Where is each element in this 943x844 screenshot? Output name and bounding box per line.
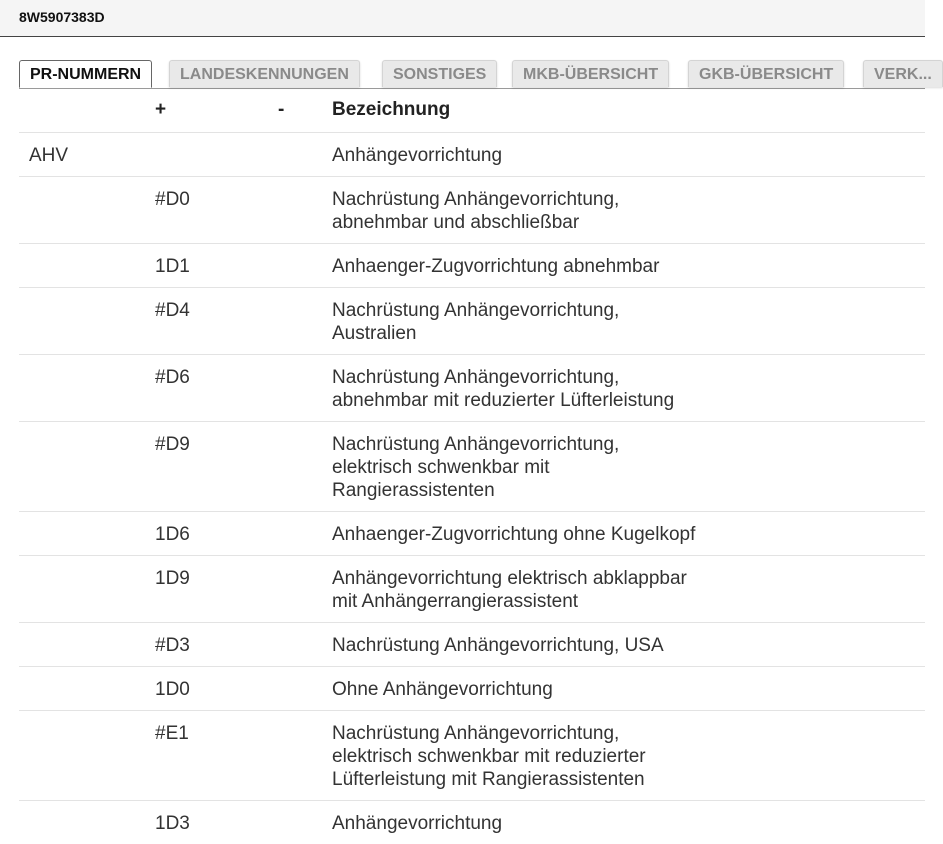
row-code: #D6	[155, 367, 190, 388]
pr-number-table	[19, 132, 925, 844]
row-code: #D0	[155, 189, 190, 210]
column-header-plus: +	[155, 99, 167, 120]
row-code: 1D9	[155, 568, 190, 589]
tab-verk[interactable]: VERK...	[863, 60, 943, 87]
table-row	[19, 354, 925, 421]
table-row	[19, 243, 925, 287]
table-row	[19, 287, 925, 354]
column-header-description: Bezeichnung	[332, 99, 451, 120]
table-row	[19, 622, 925, 666]
row-group: AHV	[29, 145, 69, 166]
table-row	[19, 800, 925, 844]
top-bar	[0, 0, 925, 37]
row-description: Ohne Anhängevorrichtung	[332, 679, 553, 700]
row-code: #D4	[155, 300, 190, 321]
row-description: Nachrüstung Anhängevorrichtung, USA	[332, 635, 664, 656]
row-description: Nachrüstung Anhängevorrichtung, abnehmbar und abschließbar	[332, 189, 620, 233]
table-row	[19, 710, 925, 800]
row-description: Nachrüstung Anhängevorrichtung, elektrisch schwenkbar mit Rangierassistenten	[332, 434, 620, 501]
tab-landeskennungen[interactable]: LANDESKENNUNGEN	[169, 60, 360, 87]
row-description: Anhaenger-Zugvorrichtung ohne Kugelkopf	[332, 524, 696, 545]
tab-bar	[19, 60, 932, 89]
part-number: 8W5907383D	[19, 9, 105, 25]
row-description: Anhaenger-Zugvorrichtung abnehmbar	[332, 256, 660, 277]
tab-mkb-uebersicht[interactable]: MKB-ÜBERSICHT	[512, 60, 669, 87]
tab-sonstiges[interactable]: SONSTIGES	[382, 60, 497, 87]
row-description: Anhängevorrichtung	[332, 145, 503, 166]
row-code: #D9	[155, 434, 190, 455]
row-description: Nachrüstung Anhängevorrichtung, Australien	[332, 300, 620, 344]
table-row	[19, 555, 925, 622]
column-header-minus: -	[278, 99, 285, 120]
row-description: Nachrüstung Anhängevorrichtung, elektrisch schwenkbar mit reduzierter Lüfterleistung mit Rangierassistenten	[332, 723, 646, 790]
table-row	[19, 132, 925, 176]
row-description: Anhängevorrichtung elektrisch abklappbar mit Anhängerrangierassistent	[332, 568, 687, 612]
table-row	[19, 511, 925, 555]
row-code: 1D3	[155, 813, 190, 834]
row-code: 1D1	[155, 256, 190, 277]
row-description: Anhängevorrichtung	[332, 813, 503, 834]
row-code: 1D0	[155, 679, 190, 700]
table-row	[19, 176, 925, 243]
row-description: Nachrüstung Anhängevorrichtung, abnehmbar mit reduzierter Lüfterleistung	[332, 367, 675, 411]
tab-pr-nummern[interactable]: PR-NUMMERN	[19, 60, 152, 88]
row-code: #D3	[155, 635, 190, 656]
table-row	[19, 421, 925, 511]
row-code: 1D6	[155, 524, 190, 545]
tab-gkb-uebersicht[interactable]: GKB-ÜBERSICHT	[688, 60, 844, 87]
row-code: #E1	[155, 723, 189, 744]
table-row	[19, 666, 925, 710]
